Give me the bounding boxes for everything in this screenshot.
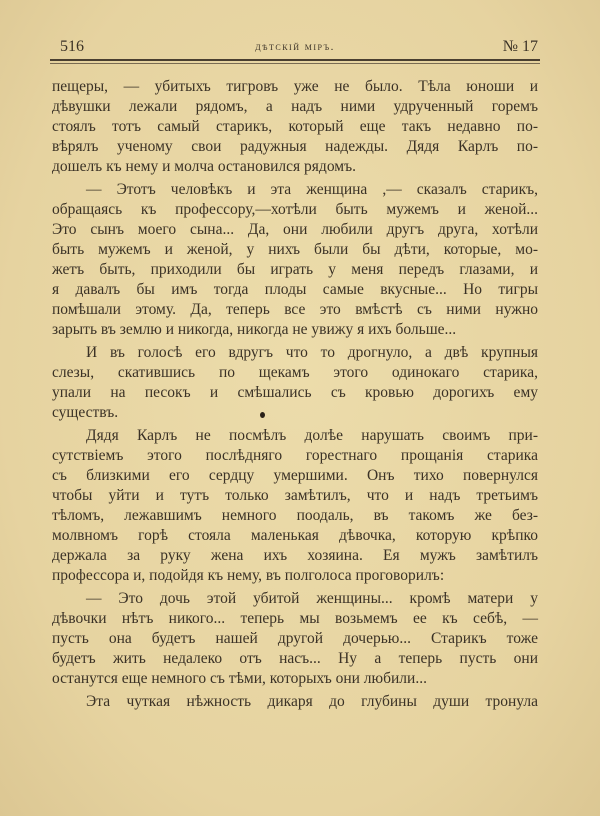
running-header	[52, 38, 538, 58]
text-line: будетъ жить недалеко отъ насъ... Ну а теперь пусть они	[52, 650, 538, 667]
text-line: И въ голосѣ его вдругъ что то дрогнуло, а двѣ крупныя	[86, 344, 538, 361]
text-line: жетъ быть, приходили бы играть у меня передъ глазами, и	[52, 261, 538, 278]
text-line: слезы, скатившись по щекамъ этого одинокаго старика,	[52, 364, 538, 381]
text-line: помѣшали этому. Да, теперь все это вмѣстѣ съ ними нужно	[52, 301, 538, 318]
paragraph	[52, 692, 538, 712]
text-line: — Этотъ человѣкъ и эта женщина ,— сказалъ старикъ,	[86, 181, 538, 198]
text-line: дѣвушки лежали рядомъ, а надъ ними удрученный горемъ	[52, 98, 538, 115]
paragraph	[52, 343, 538, 423]
text-line: пещеры, — убитыхъ тигровъ уже не было. Тѣла юноши и	[52, 78, 538, 95]
journal-title: дѣтскій міръ.	[255, 41, 335, 53]
text-line: молвномъ горѣ стояла маленькая дѣвочка, которую крѣпко	[52, 527, 538, 544]
text-line: зарыть въ землю и никогда, никогда не увижу я ихъ больше...	[52, 321, 457, 338]
paragraph	[52, 180, 538, 340]
text-line: чтобы уйти и тутъ только замѣтилъ, что и надъ третьимъ	[52, 487, 538, 504]
text-line: съ близкими его сердцу умершими. Онъ тихо повернулся	[52, 467, 538, 484]
text-line: существъ.	[52, 404, 119, 421]
text-line: быть мужемъ и женой, у нихъ были бы дѣти, которые, мо-	[52, 241, 538, 258]
text-line: Дядя Карлъ не посмѣлъ долѣе нарушать своимъ при-	[86, 427, 538, 444]
text-line: держала за руку жена ихъ хозяина. Ея мужъ замѣтилъ	[52, 547, 538, 564]
text-line: дѣвочки нѣтъ никого... теперь мы возьмемъ ее къ себѣ, —	[52, 610, 538, 627]
ink-speck	[260, 412, 265, 418]
text-line: Эта чуткая нѣжность дикаря до глубины души тронула	[86, 693, 538, 710]
header-rule-thin	[50, 63, 540, 64]
paragraph	[52, 77, 538, 177]
text-line: тѣломъ, лежавшимъ немного поодаль, въ такомъ же без-	[52, 507, 538, 524]
text-line: обращаясь къ профессору,—хотѣли быть мужемъ и женой...	[52, 201, 538, 218]
text-line: я давалъ бы имъ тогда плоды самые вкусные... Но тигры	[52, 281, 538, 298]
text-line: останутся еще немного съ тѣми, которыхъ они любили...	[52, 670, 427, 687]
text-line: дошелъ къ нему и молча остановился рядомъ.	[52, 158, 356, 175]
text-line: — Это дочь этой убитой женщины... кромѣ матери у	[86, 590, 538, 607]
body-text	[52, 77, 538, 715]
issue-number: № 17	[502, 38, 538, 55]
header-rule	[50, 59, 540, 61]
page-number: 516	[60, 38, 84, 55]
text-line: Это сынъ моего сына... Да, они любили другъ друга, хотѣли	[52, 221, 538, 238]
paragraph	[52, 426, 538, 586]
text-line: стоялъ тотъ самый старикъ, который еще такъ недавно по-	[52, 118, 538, 135]
paragraph	[52, 589, 538, 689]
text-line: вѣрялъ ученому свои радужныя надежды. Дядя Карлъ по-	[52, 138, 538, 155]
text-line: пусть она будетъ нашей другой дочерью... Старикъ тоже	[52, 630, 538, 647]
text-line: упали на песокъ и смѣшались съ кровью дорогихъ ему	[52, 384, 538, 401]
text-line: сутствіемъ этого послѣдняго горестнаго прощанія старика	[52, 447, 538, 464]
text-line: профессора и, подойдя къ нему, въ полголоса проговорилъ:	[52, 567, 445, 584]
